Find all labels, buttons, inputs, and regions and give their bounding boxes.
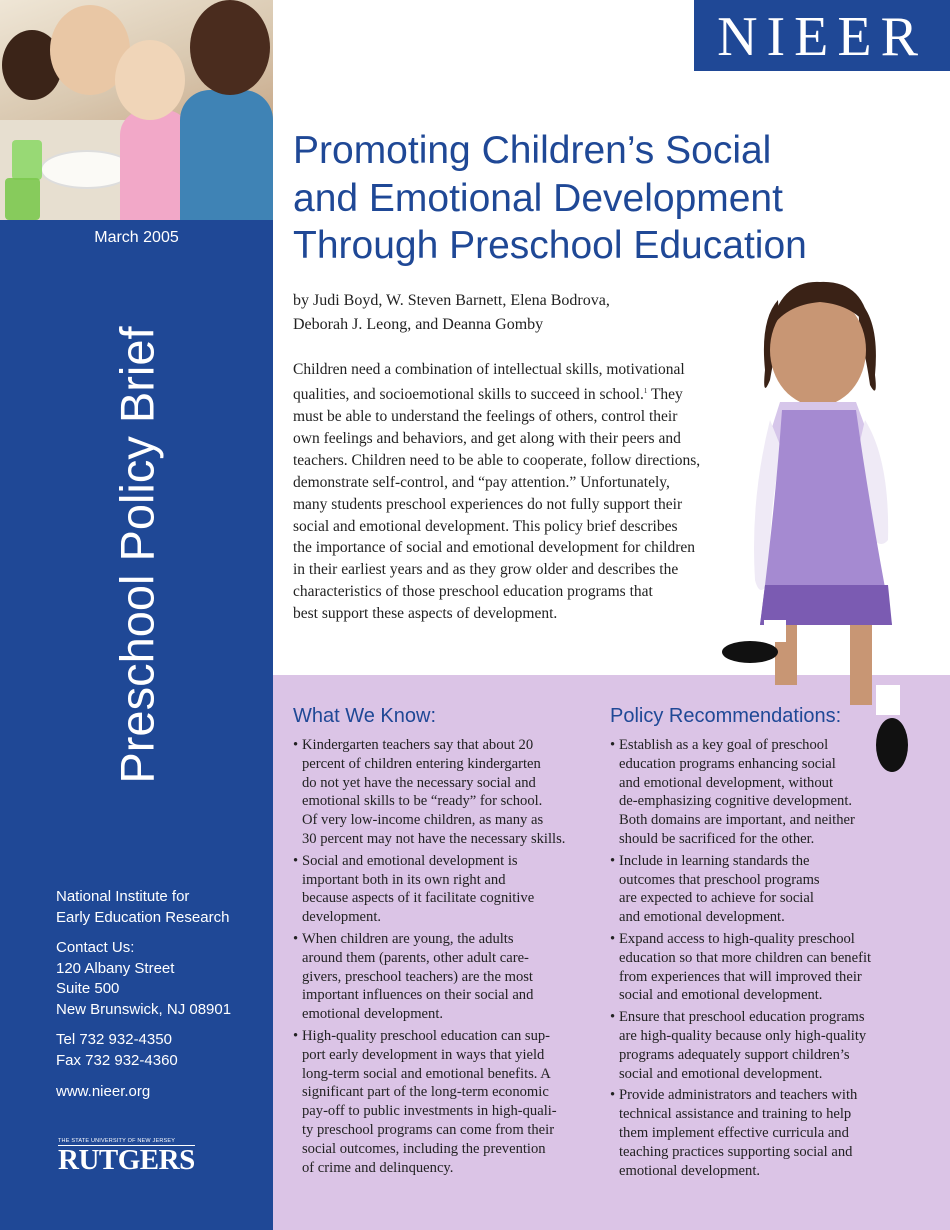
list-item: • High-quality preschool education can sup- port early development in ways that yield long-term social and emotional benefits. A significant part of the long-term economic pay-off to public investments in high-quali- ty preschool programs can come from their social outcomes, including the prevention of crime and delinquency. bbox=[293, 1027, 593, 1177]
footnote-marker: 1 bbox=[643, 386, 648, 395]
list-item: • Social and emotional development is important both in its own right and because aspects of it facilitate cognitive development. bbox=[293, 852, 593, 927]
intro-paragraph: Children need a combination of intellectual skills, motivational qualities, and socioemotional skills to succeed in school.$^1$ They must be able to understand the feelings of others, control their own feelings and behaviors, and get along with their peers and teachers. Children need to be able to cooperate, follow directions, demonstrate self-control, and “pay attention.” Unfortunately, many students preschool experiences do not fully support their social and emotional development. This policy brief describes the importance of social and emotional development for children in their earliest years and as they grow older and describes the characteristics of those preschool education programs that best support these aspects of development. bbox=[293, 361, 701, 623]
list-item: • Ensure that preschool education programs are high-quality because only high-quality programs adequately support children’s social and emotional development. bbox=[610, 1008, 910, 1083]
what-we-know-section bbox=[293, 705, 593, 1180]
list-item: • Establish as a key goal of preschool education programs enhancing social and emotional development, without de-emphasizing cognitive development. Both domains are important, and neither should be sacrificed for the other. bbox=[610, 736, 910, 849]
list-item: • When children are young, the adults around them (parents, other adult care- givers, preschool teachers) are the most important influences on their social and emotional development. bbox=[293, 930, 593, 1024]
list-item: • Kindergarten teachers say that about 20 percent of children entering kindergarten do not yet have the necessary social and emotional skills to be “ready” for school. Of very low-income children, as many as 30 percent may not have the necessary skills. bbox=[293, 736, 593, 849]
children-eating-photo bbox=[0, 0, 273, 220]
list-item: • Provide administrators and teachers with technical assistance and training to help them implement effective curricula and teaching practices supporting social and emotional development. bbox=[610, 1086, 910, 1180]
contact-address: Contact Us: 120 Albany Street Suite 500 New Brunswick, NJ 08901 bbox=[56, 939, 232, 1018]
website-link[interactable]: www.nieer.org bbox=[56, 1083, 151, 1100]
policy-recommendations-heading: Policy Recommendations: bbox=[610, 705, 842, 727]
series-title: Preschool Policy Brief bbox=[110, 326, 164, 784]
what-we-know-heading: What We Know: bbox=[293, 705, 437, 727]
sidebar bbox=[0, 0, 273, 1230]
publication-date: March 2005 bbox=[94, 229, 179, 246]
nieer-logo: NIEER bbox=[694, 0, 950, 71]
list-item: • Expand access to high-quality preschool education so that more children can benefit from experiences that will improved their social and emotional development. bbox=[610, 930, 910, 1005]
institute-name: National Institute for Early Education Research bbox=[56, 888, 230, 926]
rutgers-logo: THE STATE UNIVERSITY OF NEW JERSEY RUTGERS bbox=[58, 1138, 195, 1176]
policy-recommendations-section bbox=[610, 705, 910, 1183]
page-title: Promoting Children’s Social and Emotional Development Through Preschool Education bbox=[293, 129, 807, 267]
contact-phone: Tel 732 932-4350 Fax 732 932-4360 bbox=[56, 1031, 178, 1069]
list-item: • Include in learning standards the outcomes that preschool programs are expected to achieve for social and emotional development. bbox=[610, 852, 910, 927]
authors: by Judi Boyd, W. Steven Barnett, Elena Bodrova, Deborah J. Leong, and Deanna Gomby bbox=[293, 292, 610, 333]
